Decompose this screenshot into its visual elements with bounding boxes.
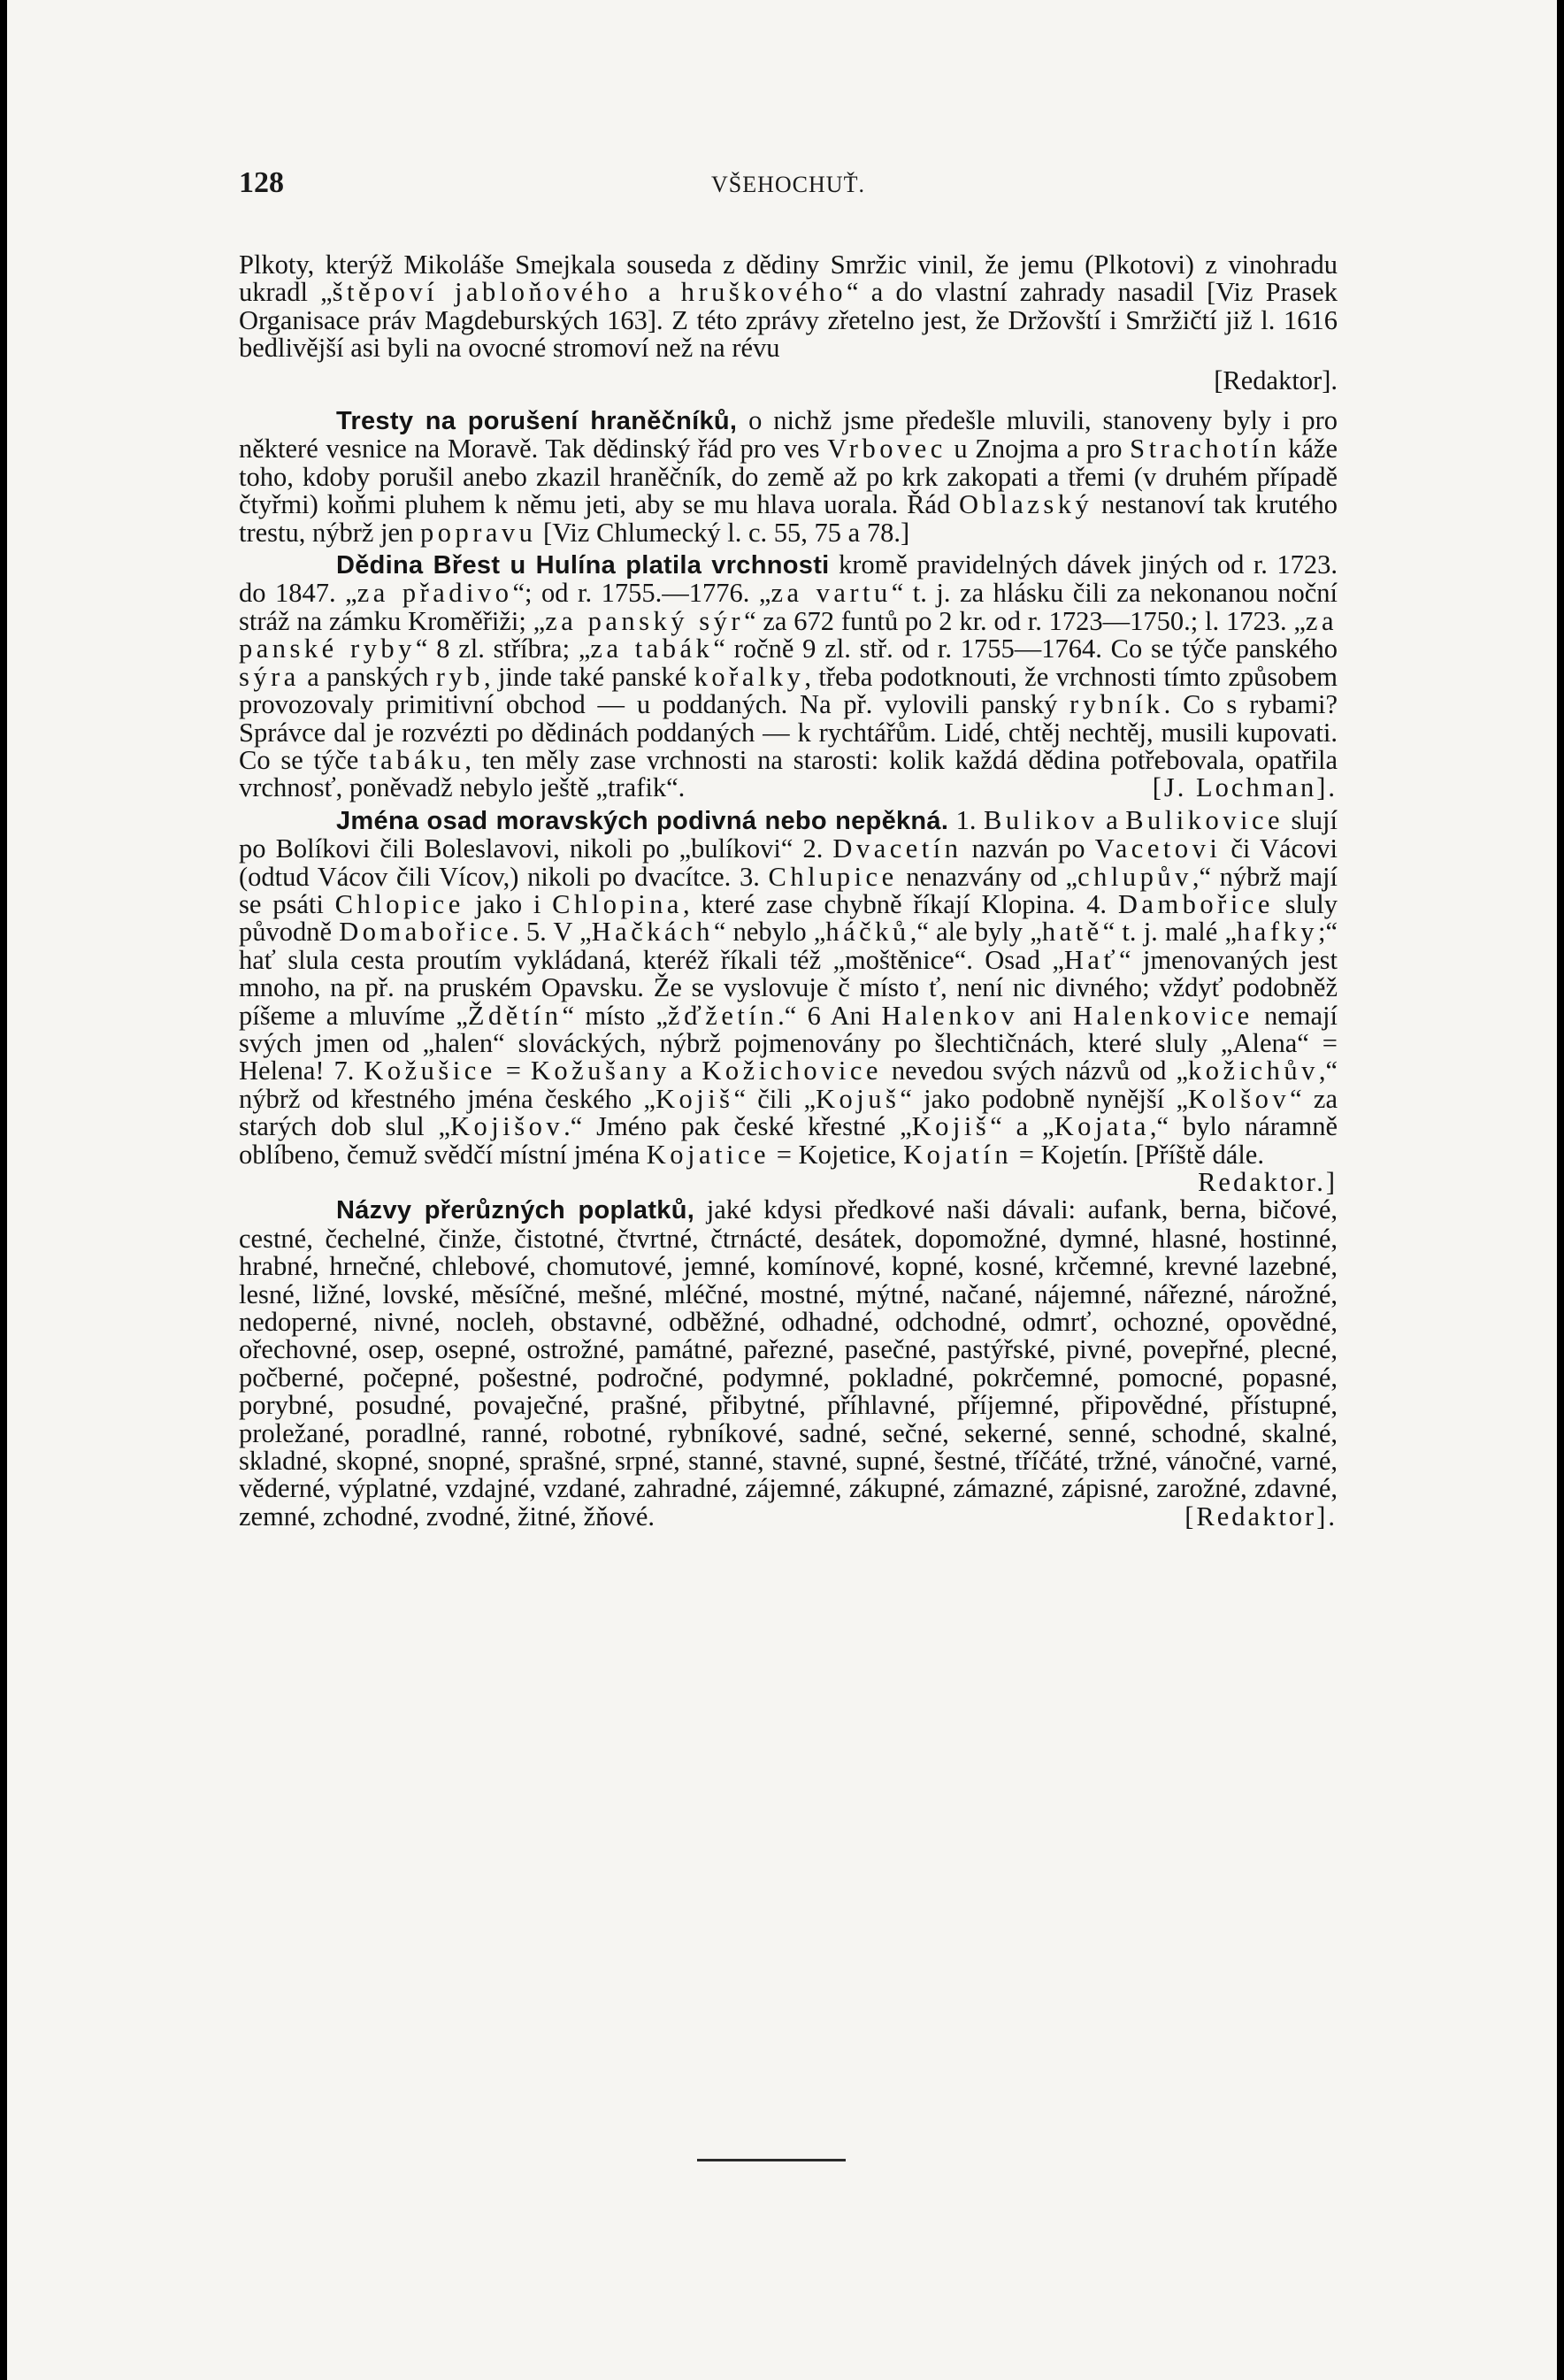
text: “ t. j. malé „ xyxy=(1102,917,1238,948)
signature-line xyxy=(239,367,1338,395)
text: kromě pravidelných dávek jiných od r. 1723. do 1847. „ xyxy=(239,549,1338,609)
text: “ t. j. za hlásku čili za nekonanou noční stráž na zámku Kroměřiži; „ xyxy=(239,578,1338,636)
text: 1. xyxy=(948,804,984,835)
spaced-text: Strachotín xyxy=(1130,434,1281,464)
text: ;“ hať slula cesta proutím vykládaná, kteréž říkali též „moštěnice“. Osad „ xyxy=(239,917,1338,975)
text: = Kojetín. [Příště dále. xyxy=(1012,1139,1264,1170)
text: “ čili „ xyxy=(733,1083,816,1114)
text: “ ročně 9 zl. stř. od r. 1755—1764. Co se týče panského xyxy=(713,633,1338,664)
spaced-text: hatě xyxy=(1041,917,1103,948)
text: “ jmenovaných jest mnoho, na př. na pruském Opavsku. Že se vyslovuje č místo ť, není nic divného; vždyť podobněž píšeme a mluvíme „ xyxy=(239,944,1338,1031)
spaced-text: Kojuš xyxy=(816,1083,901,1114)
text: a xyxy=(670,1056,702,1086)
paragraph-jmena-osad xyxy=(239,804,1338,1197)
spaced-text: Hačkách xyxy=(591,917,714,948)
signature: [Redaktor]. xyxy=(1214,365,1338,395)
text: “ za starých dob slul „ xyxy=(239,1083,1338,1142)
text: .“ Jméno pak české křestné „ xyxy=(564,1111,912,1142)
text: Plkoty, kterýž Mikoláše Smejkala souseda z dědiny Smržic vinil, že jemu (Plkotovi) z vinohradu ukradl „ xyxy=(239,250,1338,308)
text: u Znojma a pro xyxy=(946,434,1131,464)
text: nestanoví tak krutého trestu, nýbrž jen xyxy=(239,489,1338,548)
spaced-text: Ždětín xyxy=(467,1000,563,1031)
article-body xyxy=(239,251,1338,1535)
text: nenazvány od „ xyxy=(897,861,1078,892)
text: “ 8 zl. stříbra; „ xyxy=(415,633,591,664)
spaced-text: Kojiš xyxy=(655,1083,734,1114)
text: , jinde také panské xyxy=(483,661,694,692)
scanned-page xyxy=(7,0,1557,2380)
paragraph-plkoty xyxy=(239,251,1338,363)
signature: [J. Lochman]. xyxy=(1152,772,1338,803)
spaced-text: Dambořice xyxy=(1117,888,1274,919)
spaced-text: Kožušice xyxy=(364,1056,496,1086)
text: “ a do vlastní zahrady nasadil [Viz Prasek Organisace práv Magdeburských 163]. Z této zprávy zřetelno jest, že Držovští i Smržičtí již l. 1616 bedlivější asi byli na ovocné stromoví než na révu xyxy=(239,277,1338,364)
spaced-text: Bulikov xyxy=(983,804,1099,835)
spaced-text: za tabák xyxy=(590,633,714,664)
section-title: Dědina Břest u Hulína platila vrchnosti xyxy=(336,551,830,580)
spaced-text: Vacetovi xyxy=(1094,833,1222,864)
spaced-text: hafky xyxy=(1237,917,1318,948)
spaced-text: Kojatice xyxy=(646,1139,770,1170)
text: ,“ bylo náramně oblíbeno, čemuž svědčí místní jména xyxy=(239,1111,1338,1170)
spaced-text: za panský sýr xyxy=(545,605,745,636)
text: , které zase chybně říkají Klopina. 4. xyxy=(682,888,1118,919)
spaced-text: Halenkovice xyxy=(1073,1000,1254,1031)
paragraph-dedina-brest xyxy=(239,551,1338,802)
signature: [Redaktor]. xyxy=(1184,1501,1338,1532)
text: = xyxy=(495,1056,531,1086)
spaced-text: Halenkov xyxy=(881,1000,1019,1031)
spaced-text: Kojiš xyxy=(911,1111,991,1142)
spaced-text: popravu xyxy=(419,517,537,548)
text: sluly původně xyxy=(239,888,1338,948)
spaced-text: štěpoví jabloňového a hruškového xyxy=(332,277,847,308)
spaced-text: Chlupice xyxy=(768,861,898,892)
text: káže toho, kdoby porušil anebo zkazil hraněčník, do země až po krk zakopati a třemi (v druhém případě čtyřmi) koňmi pluhem k němu jeti, aby se mu hlava uorala. Řád xyxy=(239,434,1338,520)
text: “ za 672 funtů po 2 kr. od r. 1723—1750.; l. 1723. „ xyxy=(744,605,1306,636)
spaced-text: Kojata xyxy=(1054,1111,1150,1142)
text: jako i xyxy=(464,888,553,919)
text: ,“ ale byly „ xyxy=(909,917,1042,948)
text: nemají svých jmen od „halen“ slováckých, nýbrž pojmenovány po šlechtičnách, které sluly „Alena“ = Helena! 7. xyxy=(239,1000,1338,1086)
spaced-text: kožichův xyxy=(1188,1056,1319,1086)
text: = Kojetice, xyxy=(770,1139,904,1170)
text: “ a „ xyxy=(990,1111,1054,1142)
text: [Viz Chlumecký l. c. 55, 75 a 78.] xyxy=(536,517,910,548)
text: .“ 6 Ani xyxy=(778,1000,882,1031)
paragraph-nazvy-poplatku xyxy=(239,1196,1338,1531)
text: “ nebylo „ xyxy=(713,917,826,948)
page-header xyxy=(239,166,1338,202)
spaced-text: tabáku xyxy=(369,744,465,775)
spaced-text: za vartu xyxy=(770,578,892,609)
text: , ten měly zase vrchnosti na starosti: kolik každá dědina potřebovala, opatřila vrchnosť, poněvadž nebylo ještě „trafik“. xyxy=(239,744,1338,803)
end-rule xyxy=(697,2159,846,2161)
spaced-text: Chlopina xyxy=(552,888,683,919)
spaced-text: Oblazský xyxy=(959,489,1093,520)
spaced-text: Dvacetín xyxy=(832,833,962,864)
spaced-text: Domabořice xyxy=(339,917,513,948)
spaced-text: za panské ryby xyxy=(239,605,1338,664)
text: “ jako podobně nynější „ xyxy=(900,1083,1189,1114)
text: ani xyxy=(1018,1000,1074,1031)
text: nazván po xyxy=(962,833,1095,864)
section-title: Tresty na porušení hraněčníků, xyxy=(336,407,738,436)
spaced-text: Chlopice xyxy=(334,888,464,919)
text: “; od r. 1755.—1776. „ xyxy=(512,578,771,609)
running-title: VŠEHOCHUŤ. xyxy=(711,172,865,197)
spaced-text: ryb xyxy=(435,661,484,692)
text: , třeba podotknouti, že vrchnosti tímto způsobem provozovaly primitivní obchod — u poddaných. Na př. vylovili panský xyxy=(239,661,1338,720)
spaced-text: háčků xyxy=(825,917,910,948)
spaced-text: Kojatín xyxy=(903,1139,1013,1170)
spaced-text: Kojišov xyxy=(450,1111,564,1142)
page-number: 128 xyxy=(239,166,284,199)
section-title: Jména osad moravských podivná nebo nepěkná. xyxy=(336,806,949,835)
spaced-text: chlupův xyxy=(1077,861,1192,892)
text: jaké kdysi předkové naši dávali: aufank, berna, bičové, cestné, čechelné, činže, čistotné, čtvrtné, čtrnácté, desátek, dopomožné, dymné, hlasné, hostinné, hrabné, hrnečné, chlebové, chomutové, jemné, komínové, kopné, kosné, krčemné, krevné lazebné, lesné, ližné, lovské, měsíčné, mešné, mléčné, mostné, mýtné, načané, nájemné, nářezné, nárožné, nedoperné, nivné, nocleh, obstavné, odběžné, odhadné, odchodné, odmrť, ochozné, opovědné, ořechovné, osep, osepné, ostrožné, památné, pařezné, pasečné, pastýřské, pivné, povepřné, plecné, počberné, počepné, pošestné, področné, podymné, pokladné, pokrčemné, pomocné, popasné, porybné, posudné, povaječné, prašné, přibytné, příhlavné, příjemné, připovědné, přístupné, proležané, poradlné, ranné, robotné, rybníkové, sadné, sečné, sekerné, senné, schodné, skalné, skladné, skopné, snopné, sprašné, srpné, stanné, stavné, supné, šestné, tříčáté, tržné, vánočné, varné, věderné, výplatné, vzdajné, vzdané, zahradné, zájemné, zákupné, zámazné, zápisné, zarožné, zdavné, zemné, zchodné, zvodné, žitné, žňové. xyxy=(239,1194,1338,1532)
spaced-text: žďžetín xyxy=(668,1000,778,1031)
spaced-text: rybník xyxy=(1070,689,1164,720)
spaced-text: Hať xyxy=(1063,944,1119,975)
signature: Redaktor.] xyxy=(1198,1167,1338,1197)
section-title: Názvy přerůzných poplatků, xyxy=(336,1196,695,1225)
text: . 5. V „ xyxy=(512,917,592,948)
text: ,“ nýbrž mají se psáti xyxy=(239,861,1338,919)
spaced-text: Bulikovice xyxy=(1125,804,1284,835)
spaced-text: za přadivo xyxy=(356,578,513,609)
text: slují po Bolíkovi čili Boleslavovi, nikoli po „bulíkovi“ 2. xyxy=(239,804,1338,864)
spaced-text: sýra xyxy=(239,661,300,692)
spaced-text: kořalky xyxy=(694,661,805,692)
text: “ místo „ xyxy=(562,1000,669,1031)
text: či Vácovi (odtud Vácov čili Vícov,) nikoli po dvacítce. 3. xyxy=(239,833,1338,892)
spaced-text: Kožušany xyxy=(530,1056,671,1086)
text: ,“ nýbrž od křestného jména českého „ xyxy=(239,1056,1338,1114)
text: . Co s rybami? Správce dal je rozvézti po dědinách poddaných — k rychtářům. Lidé, chtěj nechtěj, musili kupovati. Co se týče xyxy=(239,689,1338,775)
spaced-text: Vrbovec xyxy=(827,434,947,464)
spaced-text: Kolšov xyxy=(1188,1083,1291,1114)
text: nevedou svých názvů od „ xyxy=(881,1056,1189,1086)
paragraph-tresty xyxy=(239,407,1338,547)
spaced-text: Kožichovice xyxy=(702,1056,882,1086)
text: a panských xyxy=(299,661,436,692)
text: a xyxy=(1098,804,1126,835)
text: o nichž jsme předešle mluvili, stanoveny byly i pro některé vesnice na Moravě. Tak dědinský řád pro ves xyxy=(239,405,1338,464)
